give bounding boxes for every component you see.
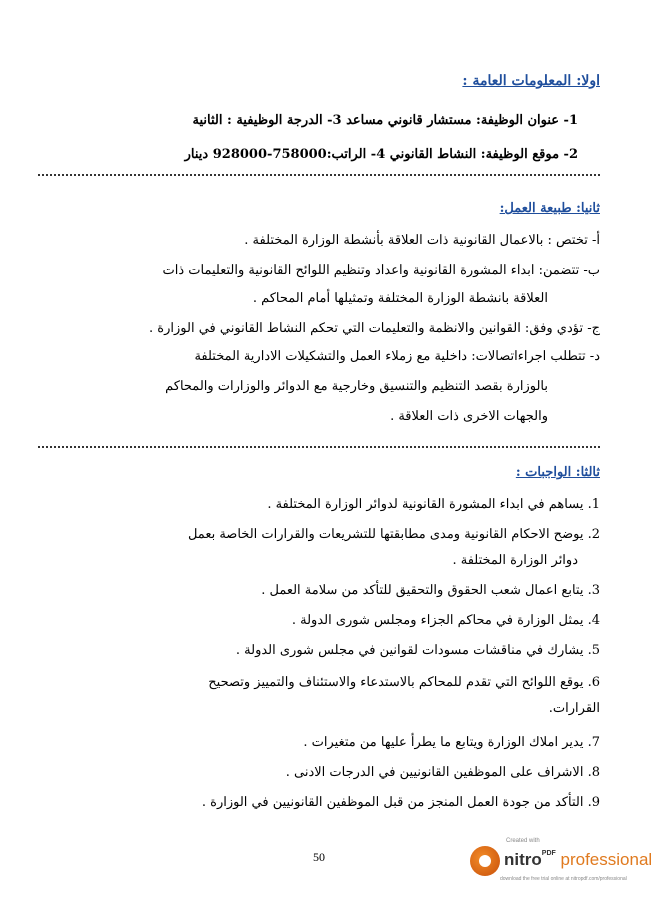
- nature-item-d-cont-1: بالوزارة بقصد التنظيم والتنسيق وخارجية مع الدوائر والوزارات والمحاكم: [165, 379, 548, 394]
- section2-heading: ثانيا: طبيعة العمل:: [499, 201, 600, 216]
- nature-item-b: ب- تتضمن: ابداء المشورة القانونية واعداد وتنظيم اللوائح القانونية والتعليمات ذات: [162, 263, 600, 278]
- nitro-logo-icon: [470, 846, 500, 876]
- nature-item-d-cont-2: والجهات الاخرى ذات العلاقة .: [390, 409, 548, 424]
- section3-heading: ثالثا: الواجبات :: [515, 465, 600, 480]
- nitro-brand: [504, 850, 652, 870]
- duty-item: 2. يوضح الاحكام القانونية ومدى مطابقتها للتشريعات والقرارات الخاصة بعمل: [187, 527, 600, 542]
- section1-heading: اولا: المعلومات العامة :: [462, 73, 600, 89]
- brand-sup: PDF: [541, 850, 556, 857]
- duty-item-cont: دوائر الوزارة المختلفة .: [452, 553, 578, 568]
- brand-pro: professional: [560, 850, 652, 869]
- duty-item: 6. يوقع اللوائح التي تقدم للمحاكم بالاستدعاء والاستئناف والتمييز وتصحيح: [208, 675, 600, 690]
- nature-item-b-cont: العلاقة بانشطة الوزارة المختلفة وتمثيلها أمام المحاكم .: [252, 291, 548, 306]
- duty-item: 9. التأكد من جودة العمل المنجز من قبل الموظفين القانونيين في الوزارة .: [201, 795, 600, 810]
- divider: [38, 172, 600, 176]
- duty-item: 5. يشارك في مناقشات مسودات لقوانين في مجلس شورى الدولة .: [235, 643, 600, 658]
- nitro-watermark: [470, 838, 652, 898]
- general-info-line-2: 2- موقع الوظيفة: النشاط القانوني 4- الراتب:758000-928000 دينار: [184, 147, 578, 162]
- nature-item-d: د- تتطلب اجراءاتصالات: داخلية مع زملاء العمل والتشكيلات الادارية المختلفة: [194, 349, 600, 364]
- nature-item-c: ج- تؤدي وفق: القوانين والانظمة والتعليمات التي تحكم النشاط القانوني في الوزارة .: [149, 321, 600, 336]
- page-number: 50: [313, 850, 325, 864]
- created-with-text: Created with: [506, 838, 540, 844]
- duty-item: 1. يساهم في ابداء المشورة القانونية لدوائر الوزارة المختلفة .: [267, 497, 600, 512]
- duty-item: 7. يدير املاك الوزارة ويتابع ما يطرأ عليها من متغيرات .: [303, 735, 600, 750]
- duty-item: 8. الاشراف على الموظفين القانونيين في الدرجات الادنى .: [285, 765, 600, 780]
- general-info-line-1: 1- عنوان الوظيفة: مستشار قانوني مساعد 3- الدرجة الوظيفية : الثانية: [192, 113, 578, 128]
- brand-name: nitro: [504, 850, 542, 869]
- nature-item-a: أ- تختص : بالاعمال القانونية ذات العلاقة بأنشطة الوزارة المختلفة .: [244, 233, 600, 248]
- divider: [38, 444, 600, 448]
- duty-item-cont: القرارات.: [548, 701, 600, 716]
- duty-item: 4. يمثل الوزارة في محاكم الجزاء ومجلس شورى الدولة .: [291, 613, 600, 628]
- download-note: download the free trial online at nitropdf.com/professional: [500, 876, 627, 882]
- duty-item: 3. يتابع اعمال شعب الحقوق والتحقيق للتأكد من سلامة العمل .: [261, 583, 600, 598]
